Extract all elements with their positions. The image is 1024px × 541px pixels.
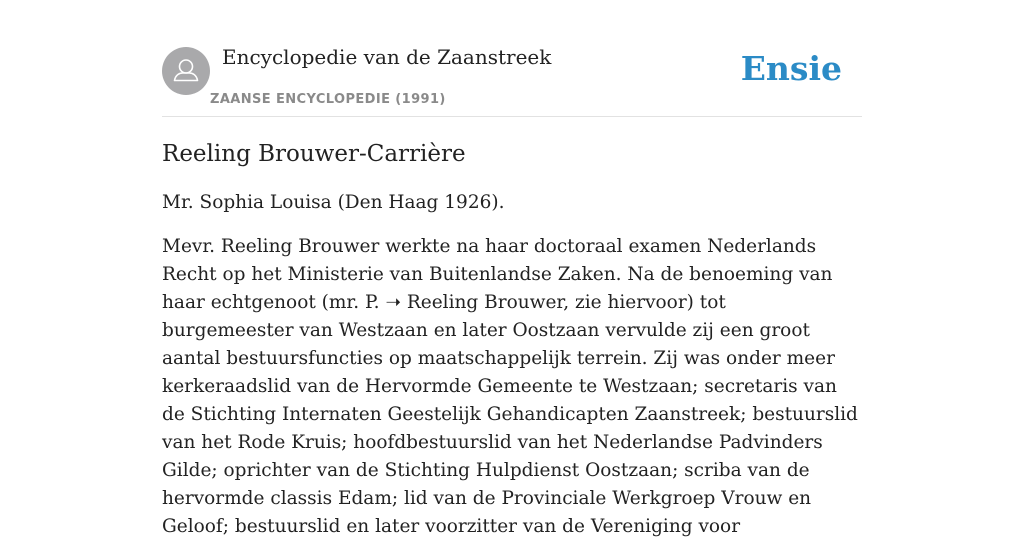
article-title: Reeling Brouwer-Carrière	[162, 141, 466, 167]
source-subtitle: ZAANSE ENCYCLOPEDIE (1991)	[210, 92, 446, 107]
article-lead: Mr. Sophia Louisa (Den Haag 1926).	[162, 192, 505, 213]
source-header	[162, 44, 862, 117]
avatar[interactable]	[162, 47, 210, 95]
user-silhouette-icon	[162, 47, 210, 95]
source-title-link[interactable]: Encyclopedie van de Zaanstreek	[222, 45, 552, 69]
ensie-logo[interactable]: Ensie	[740, 49, 842, 88]
article-content	[162, 138, 862, 541]
article-body: Mevr. Reeling Brouwer werkte na haar doctoraal examen Nederlands Recht op het Ministerie van Buitenlandse Zaken. Na de benoeming van haar echtgenoot (mr. P. ➝ Reeling Brouwer, zie hiervoor) tot burgemeester van Westzaan en later Oostzaan vervulde zij een groot aantal bestuursfuncties op maatschappelijk terrein. Zij was onder meer kerkeraadslid van de Hervormde Gemeente te Westzaan; secretaris van de Stichting Internaten Geestelijk Gehandicapten Zaanstreek; bestuurslid van het Rode Kruis; hoofdbestuurslid van het Nederlandse Padvinders Gilde; oprichter van de Stichting Hulpdienst Oostzaan; scriba van de hervormde classis Edam; lid van de Provinciale Werkgroep Vrouw en Geloof; bestuurslid en later voorzitter van de Vereniging voor	[162, 236, 858, 537]
